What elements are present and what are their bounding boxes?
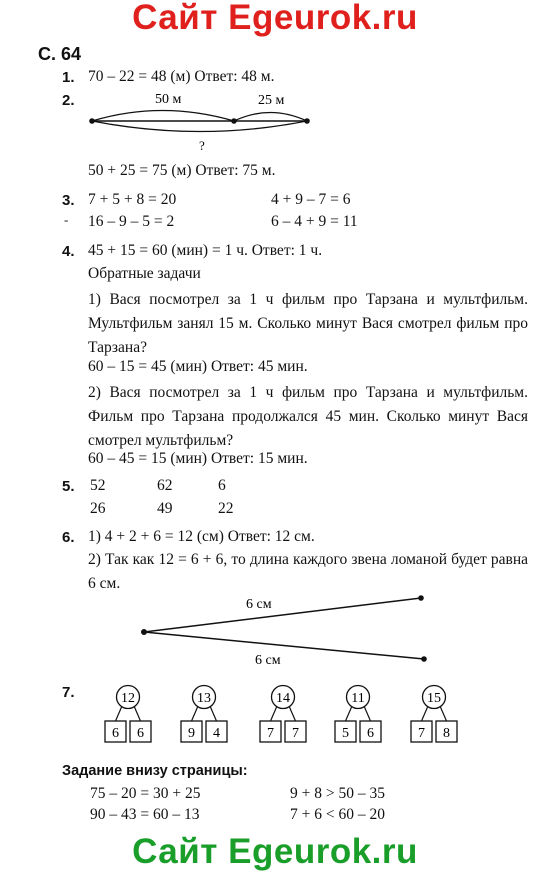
task3-row1-col1: 7 + 5 + 8 = 20 [88, 191, 177, 208]
task4-answer1: 60 – 15 = 45 (мин) Ответ: 45 мин. [88, 358, 308, 375]
task2-number: 2. [62, 92, 75, 109]
page-header: С. 64 [38, 44, 82, 64]
tree-top-number: 11 [351, 691, 365, 706]
tree-branch-left [116, 706, 123, 721]
task1-number: 1. [62, 69, 75, 86]
task1-text: 70 – 22 = 48 (м) Ответ: 48 м. [88, 68, 275, 85]
tree-right-number: 6 [137, 726, 144, 741]
point-end [304, 118, 310, 124]
bottom-task-r1c1: 75 – 20 = 30 + 25 [90, 785, 201, 802]
tree-left-number: 5 [342, 726, 349, 741]
bottom-task-r1c2: 9 + 8 > 50 – 35 [290, 785, 385, 802]
label-top-6cm: 6 см [246, 597, 272, 612]
task3-margin-mark: - [64, 212, 69, 227]
tree-branch-left [422, 706, 429, 721]
task5-number: 5. [62, 478, 75, 495]
tree-right-number: 4 [213, 726, 220, 741]
number-tree [260, 686, 306, 743]
point-mid [231, 118, 237, 124]
task5-r1-c1: 52 [90, 477, 106, 494]
broken-line-diagram [141, 595, 427, 662]
tree-left-number: 7 [267, 726, 274, 741]
label-50m: 50 м [155, 92, 182, 107]
task4-answer2: 60 – 45 = 15 (мин) Ответ: 15 мин. [88, 450, 308, 467]
task4-problem1: 1) Вася посмотрел за 1 ч фильм про Тарзана и мультфильм. Мультфильм занял 15 м. Сколько минут Вася смотрел фильм про Тарзана? [88, 291, 528, 356]
number-tree [411, 686, 457, 743]
task4-heading: Обратные задачи [88, 265, 201, 282]
tree-left-number: 6 [112, 726, 119, 741]
task6-number: 6. [62, 529, 75, 546]
tree-right-number: 6 [367, 726, 374, 741]
task3-row2-col1: 16 – 9 – 5 = 2 [88, 213, 175, 230]
task3-row2-col2: 6 – 4 + 9 = 11 [271, 213, 358, 230]
tree-branch-right [364, 706, 371, 721]
tree-top-number: 14 [276, 691, 290, 706]
arc-25 [234, 113, 307, 122]
task4-line1: 45 + 15 = 60 (мин) = 1 ч. Ответ: 1 ч. [88, 242, 323, 259]
tree-branch-left [346, 706, 353, 721]
tree-branch-right [134, 706, 141, 721]
tree-right-number: 7 [292, 726, 299, 741]
tree-branch-left [192, 706, 199, 721]
task6-line2: 2) Так как 12 = 6 + 6, то длина каждого звена ломаной будет равна 6 см. [88, 551, 528, 592]
task5-r2-c1: 26 [90, 500, 106, 517]
tree-top-number: 13 [197, 691, 211, 706]
segment-diagram-lines [89, 111, 310, 132]
arc-total [92, 121, 307, 132]
label-bottom-6cm: 6 см [255, 653, 281, 668]
broken-line-top-end [418, 595, 424, 601]
task4-number: 4. [62, 243, 75, 260]
label-question: ? [199, 138, 205, 153]
number-tree [105, 686, 151, 743]
tree-branch-right [289, 706, 296, 721]
number-tree [335, 686, 381, 743]
watermark-top: Сайт Egeurok.ru [132, 0, 418, 37]
task7-number: 7. [62, 684, 75, 701]
tree-top-number: 12 [121, 691, 135, 706]
number-trees [105, 686, 457, 743]
task5-r2-c3: 22 [218, 500, 234, 517]
task4-problem2: 2) Вася посмотрел за 1 ч фильм про Тарзана и мультфильм. Фильм про Тарзана продолжался 45 мин. Сколько минут Вася смотрел мультфильм? [88, 384, 528, 449]
watermark-bottom: Сайт Egeurok.ru [132, 832, 418, 871]
tree-branch-right [440, 706, 447, 721]
task5-r1-c2: 62 [157, 477, 173, 494]
broken-line [144, 598, 424, 659]
task2-answer: 50 + 25 = 75 (м) Ответ: 75 м. [88, 162, 276, 179]
broken-line-bottom-end [421, 656, 427, 662]
number-tree [181, 686, 227, 743]
tree-left-number: 7 [418, 726, 425, 741]
tree-left-number: 9 [188, 726, 195, 741]
bottom-task-r2c1: 90 – 43 = 60 – 13 [90, 806, 200, 823]
task6-line1: 1) 4 + 2 + 6 = 12 (см) Ответ: 12 см. [88, 528, 315, 545]
bottom-task-r2c2: 7 + 6 < 60 – 20 [290, 806, 385, 823]
task5-r1-c3: 6 [218, 477, 226, 494]
label-25m: 25 м [258, 93, 285, 108]
task3-number: 3. [62, 192, 75, 209]
task5-r2-c2: 49 [157, 500, 173, 517]
bottom-task-heading: Задание внизу страницы: [62, 763, 248, 779]
tree-right-number: 8 [443, 726, 450, 741]
task3-row1-col2: 4 + 9 – 7 = 6 [271, 191, 351, 208]
tree-top-number: 15 [427, 691, 441, 706]
tree-branch-left [271, 706, 278, 721]
tree-branch-right [210, 706, 217, 721]
arc-50 [92, 111, 234, 122]
broken-line-vertex [141, 629, 147, 635]
point-start [89, 118, 95, 124]
